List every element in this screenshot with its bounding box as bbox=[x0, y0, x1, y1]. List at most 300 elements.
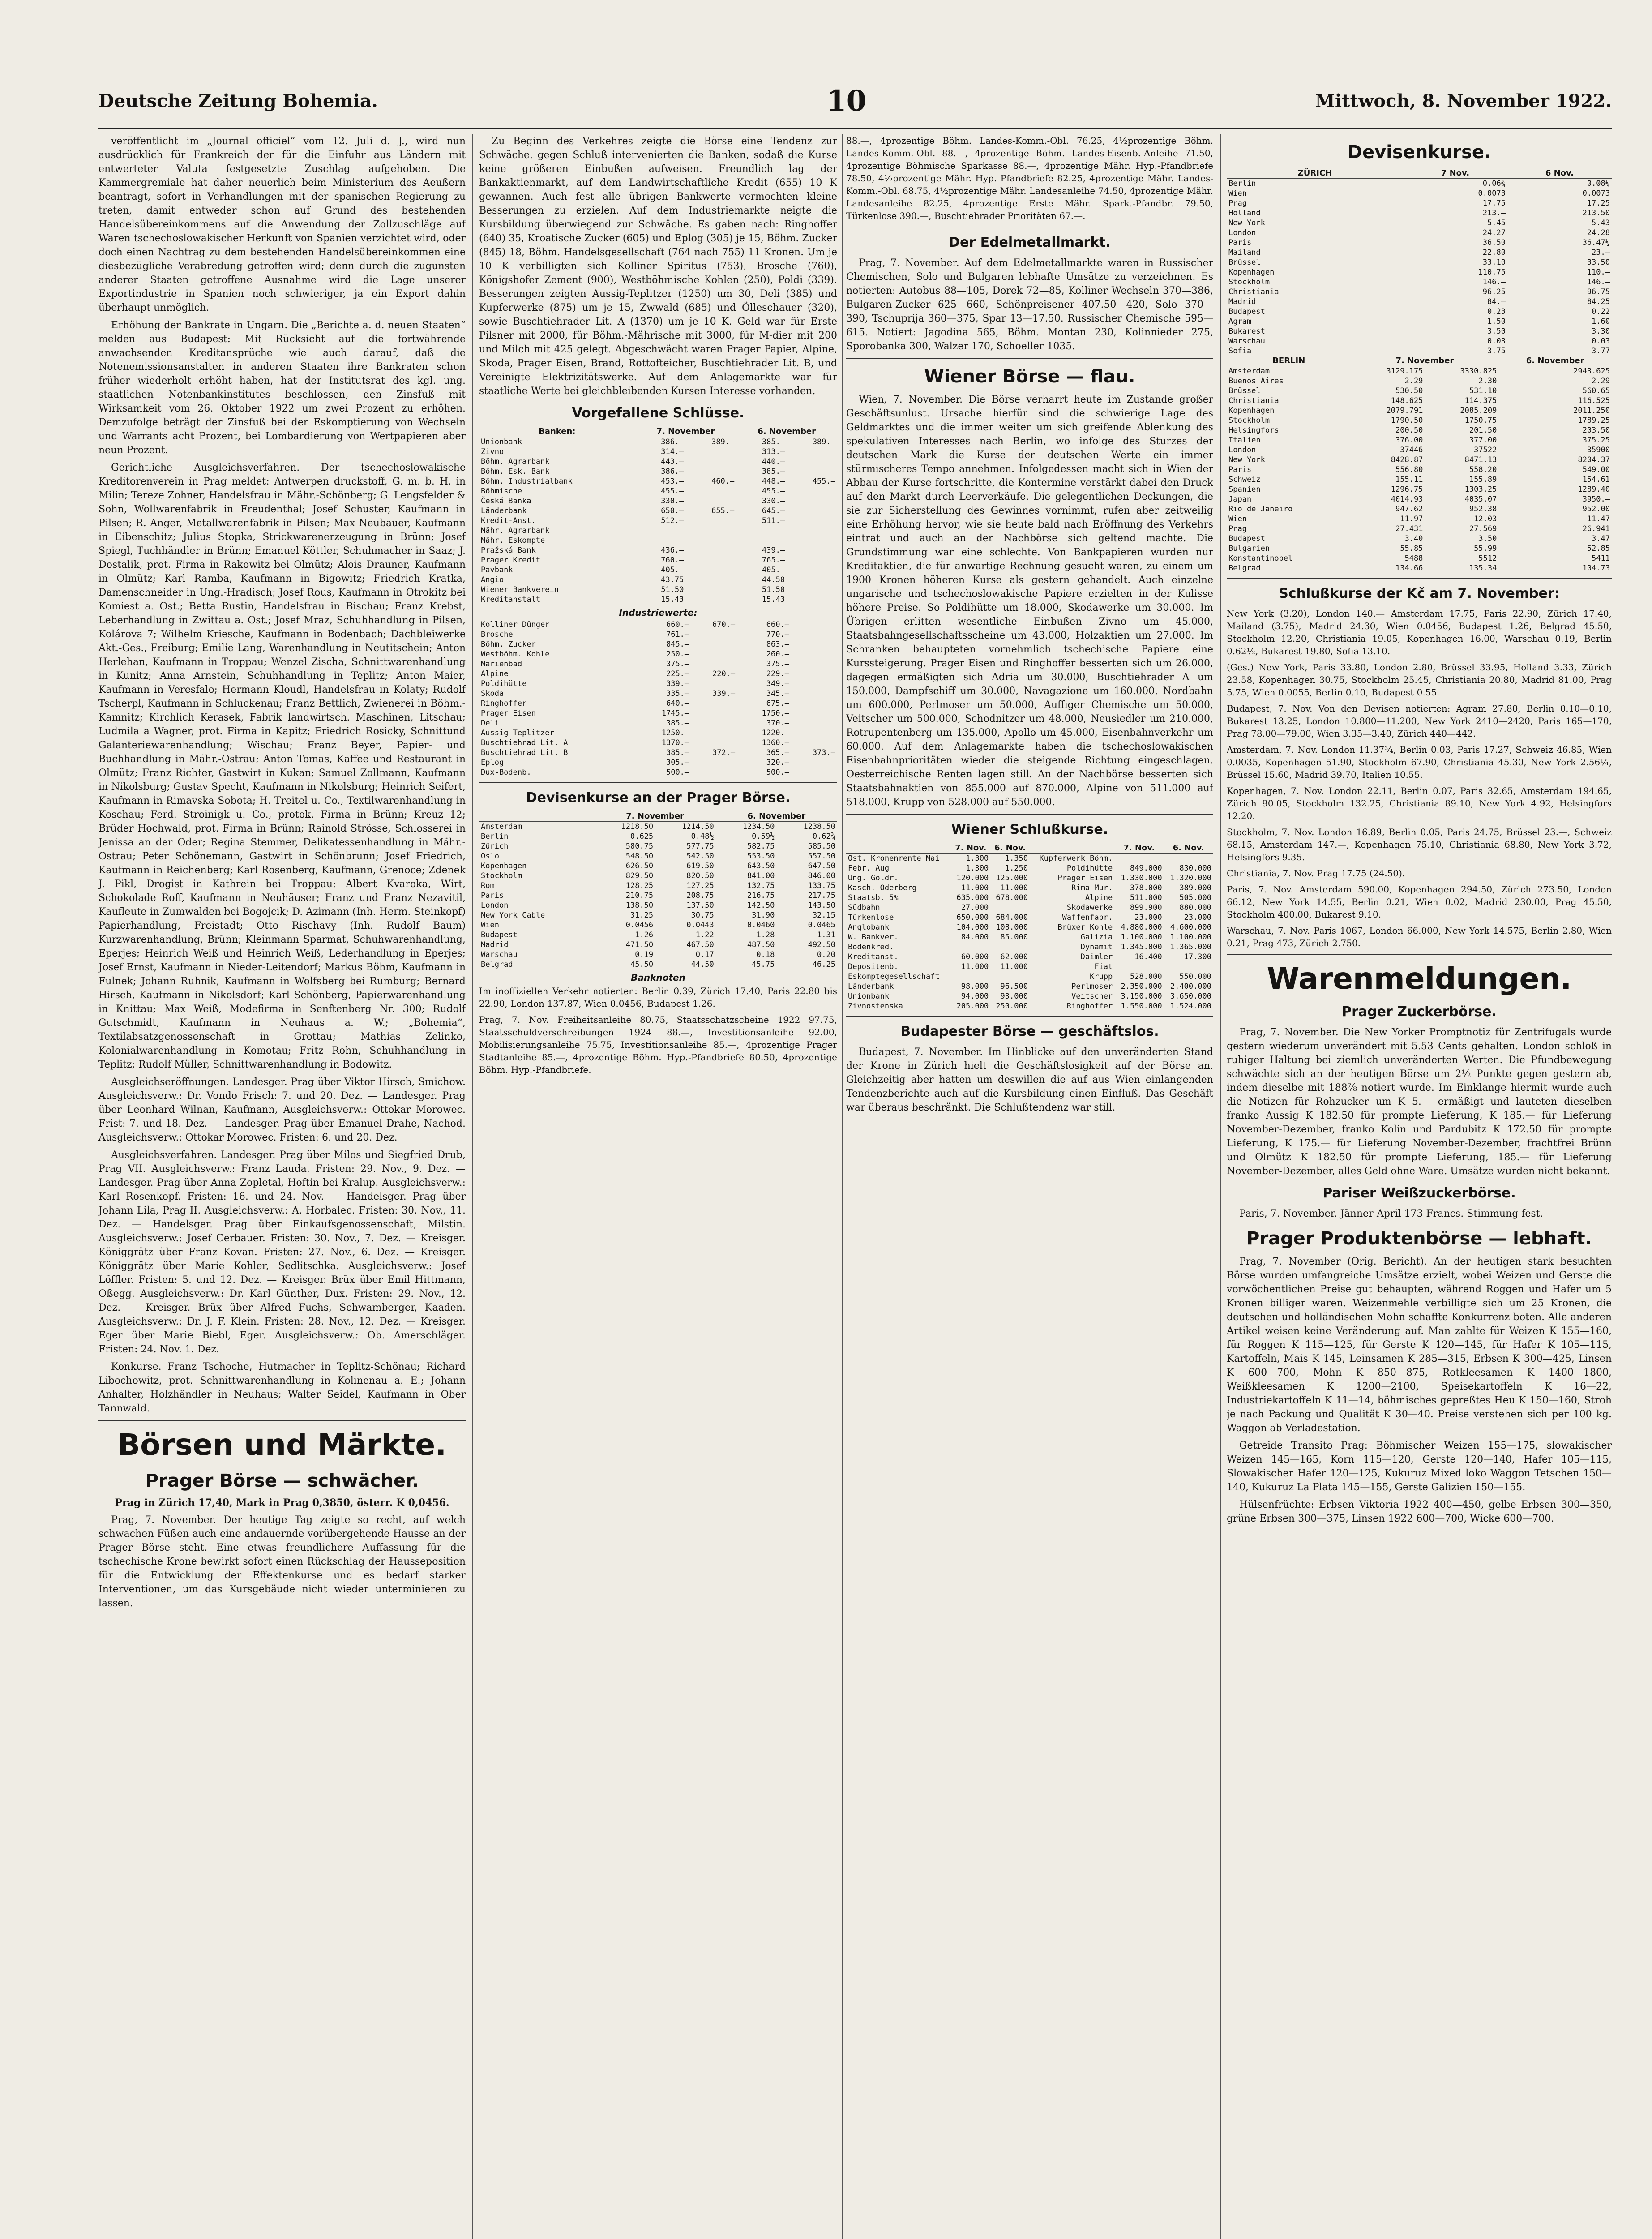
article-paragraph: Hülsenfrüchte: Erbsen Viktoria 1922 400—450, gelbe Erbsen 300—350, grüne Erbsen 300—375, Linsen 1922 600—700, Wicke 600—700. bbox=[1227, 1499, 1612, 1524]
table-cell: 250.000 bbox=[996, 1002, 1028, 1011]
article-paragraph: Zu Beginn des Verkehres zeigte die Börse eine Tendenz zur Schwäche, gegen Schluß intervenierten die Banken, sodaß die Kurse keine größeren Einbußen aufweisen. Freundlich lag der Bankaktienmarkt, auf dem Landwirtschaftliche Kredit (655) 10 K gewannen. Auch fest alle übrigen Bankwerte vermochten kleine Besserungen zu erzielen. Auf dem Industriemarkte neigte die Kursbildung überwiegend zur Schwäche. Es gaben nach: Ringhoffer (640) 35, Kroatische Zucker (605) und Eplog (305) je 15, Böhm. Zucker (845) 18, Böhm. Handelsgesellschaft (764 nach 755) 11 Kronen. Um je 10 K verbilligten sich Kolliner Spiritus (753), Brosche (760), Königshofer Zement (900), Westböhmische Kohlen (250), Poldi (339). Besserungen zeigten Aussig-Teplitzer (1250) um 30, Deli (385) und Kupferwerke (875) um je 15, Zwwald (685) und Ölleschauer (320), sowie Buschtiehrader Lit. A (1370) um je 10 K. Geld war für Erste Pilsner mit 2000, für Böhm.-Mährische mit 3000, für M-dier mit 200 und Milch mit 425 gelegt. Abgeschwächt waren Prager Papier, Alpine, Skoda, Prager Eisen, Brand, Rottofteicher, Buschtiehrader Lit. B, und Vereinigte Elektrizitätswerke. Auf dem Anlagemarkte war für staatliche Werte bei gleichbleibenden Kursen Interesse vorhanden. bbox=[479, 136, 837, 397]
table-cell: 4035.07 bbox=[1464, 495, 1497, 504]
table-cell: 60.000 bbox=[961, 952, 989, 961]
table-cell: 1370.— bbox=[661, 738, 689, 747]
row-label: Brüssel bbox=[1228, 258, 1261, 267]
table-cell: 650.— bbox=[661, 506, 684, 515]
table-row bbox=[1227, 455, 1612, 465]
table-cell: 200.50 bbox=[1395, 426, 1423, 435]
table-cell: 11.000 bbox=[1000, 962, 1028, 971]
table-cell: 138.50 bbox=[625, 901, 654, 910]
table-row bbox=[1227, 524, 1612, 534]
table-cell: 62.000 bbox=[1000, 952, 1028, 961]
table-cell: 143.50 bbox=[808, 901, 835, 910]
article-paragraph: Budapest, 7. November. Im Hinblicke auf den unveränderten Stand der Krone in Zürich hielt die Geschäftslosigkeit auf der Börse an. Gleichzeitig aber hatten um deswillen die auf aus Wien einlangenden Tendenzberichte auch auf die Kursbildung einen Einfluß. Das Geschäft war überaus beschränkt. Die Schlußtendenz war still. bbox=[846, 1047, 1213, 1113]
row-label: Unionbank bbox=[848, 992, 890, 1001]
article-paragraph: Getreide Transito Prag: Böhmischer Weizen 155—175, slowakischer Weizen 145—165, Korn 115—120, Gerste 120—140, Hafer 105—115, Slowakischer Hafer 120—125, Kukuruz Mixed loko Waggon Tetschen 150—140, Kukuruz La Plata 145—155, Gerste Galizien 150—155. bbox=[1227, 1440, 1612, 1493]
article-paragraph: Kopenhagen, 7. Nov. London 22.11, Berlin 0.07, Paris 32.65, Amsterdam 194.65, Zürich 90.05, Stockholm 132.25, Christiania 89.10, New York 4.92, Helsingfors 12.20. bbox=[1227, 785, 1612, 821]
table-cell: 585.50 bbox=[808, 842, 835, 851]
row-label: Zürich bbox=[481, 842, 509, 851]
table-row bbox=[846, 854, 1213, 864]
article-paragraph: New York (3.20), London 140.— Amsterdam 17.75, Paris 22.90, Zürich 17.40, Mailand (3.75), Madrid 24.30, Wien 0.0456, Budapest 1.26, Belgrad 45.50, Stockholm 12.20, Christiania 19.05, Kopenhagen 16.00, Warschau 0.19, Berlin 0.62½, Bukarest 19.80, Sofia 13.10. bbox=[1227, 608, 1612, 656]
table-cell: Skodawerke bbox=[1066, 903, 1113, 912]
table-cell: 17.75 bbox=[1482, 199, 1506, 208]
table-row bbox=[1227, 396, 1612, 406]
article-paragraph: Konkurse. Franz Tschoche, Hutmacher in Teplitz-Schönau; Richard Libochowitz, prot. Schnittwarenhandlung in Kolinenau a. E.; Johann Anhalter, Holzhändler in Neuhaus; Walter Seidel, Kaufmann in Ober Tannwald. bbox=[98, 1361, 466, 1414]
table-cell: 135.34 bbox=[1469, 564, 1497, 573]
row-label: New York bbox=[1228, 455, 1265, 464]
table-cell: 84.25 bbox=[1587, 297, 1610, 306]
table-cell bbox=[951, 942, 990, 952]
table-cell: 405.— bbox=[661, 566, 684, 575]
table-cell bbox=[691, 659, 737, 669]
article-paragraph: Paris, 7. Nov. Amsterdam 590.00, Kopenhagen 294.50, Zürich 273.50, London 66.12, New York 14.55, Berlin 0.21, Wien 0.02, Madrid 230.00, Prag 45.50, Stockholm 400.00, Bukarest 9.10. bbox=[1227, 884, 1612, 920]
table-row bbox=[479, 669, 837, 679]
table-header bbox=[846, 843, 951, 854]
table-row bbox=[846, 903, 1213, 913]
table-cell: 2.29 bbox=[1404, 377, 1423, 386]
table-row bbox=[479, 585, 837, 595]
table-cell: 952.38 bbox=[1469, 505, 1497, 514]
row-label: Eskomptegesellschaft bbox=[848, 972, 940, 981]
column-divider bbox=[472, 134, 473, 2239]
table-cell: 208.75 bbox=[686, 891, 714, 900]
row-label: Madrid bbox=[1228, 297, 1256, 306]
table-cell: 213.50 bbox=[1582, 209, 1610, 218]
table-cell: 386.— bbox=[661, 467, 684, 476]
table-cell bbox=[691, 738, 737, 748]
table-row bbox=[1227, 465, 1612, 475]
row-label: Kreditanstalt bbox=[481, 595, 541, 604]
table-cell bbox=[791, 649, 837, 659]
table-cell: 1.100.000 bbox=[1170, 933, 1211, 942]
table-header: 7. Nov. bbox=[951, 843, 990, 854]
table-cell: 385.— bbox=[762, 467, 785, 476]
row-label: Kredit-Anst. bbox=[481, 516, 536, 525]
table-row bbox=[1227, 307, 1612, 317]
table-cell bbox=[787, 575, 837, 585]
article-paragraph: Warschau, 7. Nov. Paris 1067, London 66.000, New York 14.575, Berlin 2.80, Wien 0.21, Prag 473, Zürich 2.750. bbox=[1227, 925, 1612, 948]
table-row bbox=[1227, 553, 1612, 563]
table-cell bbox=[791, 630, 837, 639]
page-number: 10 bbox=[826, 84, 867, 118]
table-cell: 155.89 bbox=[1469, 475, 1497, 484]
table-cell bbox=[691, 768, 737, 777]
table-cell bbox=[685, 585, 736, 595]
table-cell: 30.75 bbox=[691, 911, 714, 920]
table-row bbox=[846, 952, 1213, 962]
table-cell: 530.50 bbox=[1395, 386, 1423, 395]
table-row bbox=[479, 575, 837, 585]
table-cell: 225.— bbox=[666, 669, 689, 678]
table-row bbox=[479, 555, 837, 565]
table-cell: Poldihütte bbox=[1066, 864, 1113, 873]
table-cell: 542.50 bbox=[686, 852, 714, 861]
table-cell bbox=[791, 718, 837, 728]
table-cell: 846.00 bbox=[808, 871, 835, 880]
table-cell: 55.85 bbox=[1400, 544, 1423, 553]
table-row bbox=[1227, 504, 1612, 514]
table-cell: 375.— bbox=[766, 660, 789, 669]
table-cell bbox=[791, 620, 837, 630]
table-cell: 5.43 bbox=[1592, 219, 1610, 227]
row-label: Südbahn bbox=[848, 903, 880, 912]
masthead bbox=[98, 81, 1612, 121]
row-label: Konstantinopel bbox=[1228, 554, 1293, 563]
table-cell: 335.— bbox=[666, 689, 689, 698]
table-cell: 339.— bbox=[666, 679, 689, 688]
table-cell: 365.— bbox=[766, 748, 789, 757]
row-label: Unionbank bbox=[481, 438, 522, 446]
table-cell bbox=[685, 536, 736, 545]
row-label: Öst. Kronenrente Mai bbox=[848, 854, 940, 863]
table-cell: 650.000 bbox=[956, 913, 989, 922]
table-row bbox=[1227, 238, 1612, 248]
article-headline: Prager Börse — schwächer. bbox=[145, 1471, 419, 1491]
table-cell bbox=[791, 659, 837, 669]
table-cell bbox=[787, 536, 837, 545]
table-header: Banken: bbox=[479, 427, 635, 437]
table-header: 6. November bbox=[736, 427, 837, 437]
table-cell bbox=[791, 639, 837, 649]
row-label: Bukarest bbox=[1228, 327, 1265, 336]
issue-date: Mittwoch, 8. November 1922. bbox=[1315, 90, 1612, 112]
table-cell bbox=[691, 649, 737, 659]
table-cell: Veitscher bbox=[1071, 992, 1113, 1001]
table-cell: 116.525 bbox=[1578, 396, 1610, 405]
table-row bbox=[1227, 386, 1612, 396]
article-paragraph: Prag, 7. November (Orig. Bericht). An der heutigen stark besuchten Börse wurden umfangreiche Umsätze erzielt, wobei Weizen und Gerste die vorwöchentlichen Preise gut behaupten, während Roggen und Hafer um 5 Kronen billiger waren. Weizenmehle verbilligte sich um 25 Kronen, die deutschen und holländischen Mohn schaffte Konkurrenz boten. Alle anderen Artikel weisen keine Veränderung auf. Man zahlte für Weizen K 155—160, für Roggen K 115—125, für Gerste K 120—145, für Hafer K 105—115, Kartoffeln, Mais K 145, Leinsamen K 285—315, Erbsen K 300—425, Linsen K 600—700, Mohn K 850—875, Rotkleesamen K 1400—1800, Weißkleesamen K 1200—2100, Speisekartoffeln K 16—22, Industriekartoffeln K 11—14, böhmisches gepreßtes Heu K 150—160, Stroh je nach Packung und Qualität K 30—40. Preise verstehen sich per 100 kg. Waggon ab Verladestation. bbox=[1227, 1256, 1612, 1434]
table-cell: 2011.250 bbox=[1573, 406, 1610, 415]
table-cell bbox=[1114, 962, 1164, 972]
table-cell: 647.50 bbox=[808, 862, 835, 871]
table-cell: 146.— bbox=[1587, 278, 1610, 287]
table-cell: 863.— bbox=[766, 640, 789, 649]
article-paragraph: Paris, 7. November. Jänner-April 173 Francs. Stimmung fest. bbox=[1239, 1208, 1543, 1219]
table-cell bbox=[791, 679, 837, 689]
table-row bbox=[479, 565, 837, 575]
table-cell: 11.47 bbox=[1587, 515, 1610, 523]
table-cell: 98.000 bbox=[961, 982, 989, 991]
row-label: Ung. Goldr. bbox=[848, 874, 899, 883]
article-paragraph: Ausgleichsverfahren. Landesger. Prag über Milos und Siegfried Drub, Prag VII. Ausgleichsverw.: Franz Lauda. Fristen: 29. Nov., 9. Dez. — Landesger. Prag über Anna Zopletal, Hoftin bei Kralup. Ausgleichsverw.: Karl Rosenkopf. Fristen: 16. und 24. Nov. — Handelsger. Prag über Johann Lila, Prag II. Ausgleichsverw.: A. Horbalec. Fristen: 30. Nov., 11. Dez. — Handelsger. Prag über Einkaufsgenossenschaft, Milstin. Ausgleichsverw.: Josef Cerbauer. Fristen: 30. Nov., 7. Dez. — Kreisger. Königgrätz über Franz Kovan. Fristen: 27. Nov., 6. Dez. — Kreisger. Königgrätz über Marie Kohler, Sedlitschka. Ausgleichsverw.: Josef Löffler. Fristen: 5. und 12. Dez. — Kreisger. Brüx über Emil Hittmann, Oßegg. Ausgleichsverw.: Dr. Karl Günther, Dux. Fristen: 29. Nov., 12. Dez. — Kreisger. Brüx über Alfred Fuchs, Schwamberger, Kaaden. Ausgleichsverw.: Dr. J. F. Klein. Fristen: 28. Nov., 12. Dez. — Kreisger. Eger über Marie Biebl, Eger. Ausgleichsverw.: Ob. Amerschläger. Fristen: 24. Nov. 1. Dez. bbox=[98, 1150, 466, 1355]
row-label: Türkenlose bbox=[848, 913, 894, 922]
row-label: Kopenhagen bbox=[1228, 406, 1275, 415]
table-cell bbox=[791, 708, 837, 718]
table-cell: 761.— bbox=[666, 630, 689, 639]
table-cell: 765.— bbox=[762, 556, 785, 565]
table-cell: 558.20 bbox=[1469, 465, 1497, 474]
table-cell bbox=[791, 758, 837, 768]
table-cell: 2943.625 bbox=[1573, 367, 1610, 376]
table-cell bbox=[691, 758, 737, 768]
row-label: Staatsb. 5% bbox=[848, 893, 899, 902]
section-headline: Warenmeldungen. bbox=[1267, 961, 1572, 996]
table-cell: 1.250 bbox=[1005, 864, 1028, 873]
table-header: ZÜRICH bbox=[1227, 168, 1403, 179]
table-header: 6. Nov. bbox=[990, 843, 1030, 854]
table-cell: 134.66 bbox=[1395, 564, 1423, 573]
table-cell: 0.48½ bbox=[691, 832, 714, 841]
table-cell: 1.31 bbox=[817, 931, 835, 939]
row-label: Christiania bbox=[1228, 287, 1279, 296]
table-cell bbox=[990, 972, 1030, 982]
table-cell bbox=[685, 516, 736, 526]
article-headline: Wiener Börse — flau. bbox=[924, 366, 1135, 387]
row-label: Länderbank bbox=[481, 506, 527, 515]
table-cell bbox=[691, 639, 737, 649]
table-cell bbox=[685, 526, 736, 536]
table-cell: 845.— bbox=[666, 640, 689, 649]
table-cell: 330.— bbox=[661, 497, 684, 506]
table-cell bbox=[635, 526, 686, 536]
table-cell bbox=[951, 972, 990, 982]
table-row bbox=[1227, 563, 1612, 573]
table-row bbox=[1227, 208, 1612, 218]
table-cell bbox=[691, 718, 737, 728]
table-cell: 443.— bbox=[661, 457, 684, 466]
table-row bbox=[846, 972, 1213, 982]
table-cell: 760.— bbox=[661, 556, 684, 565]
row-label: Rio de Janeiro bbox=[1228, 505, 1293, 514]
table-row bbox=[479, 437, 837, 447]
section-rule bbox=[1227, 954, 1612, 955]
table-cell: 849.000 bbox=[1130, 864, 1162, 873]
table-cell: 26.941 bbox=[1582, 524, 1610, 533]
table-cell: 3330.825 bbox=[1460, 367, 1497, 376]
row-label: Warschau bbox=[481, 950, 518, 959]
table-cell: 1750.— bbox=[762, 709, 789, 718]
table-cell: 0.08¼ bbox=[1587, 179, 1610, 188]
table-cell bbox=[635, 536, 686, 545]
table-header: BERLIN bbox=[1227, 356, 1351, 366]
table-cell: 31.25 bbox=[630, 911, 654, 920]
table-cell: 4014.93 bbox=[1391, 495, 1423, 504]
table-cell: 110.75 bbox=[1478, 268, 1506, 277]
berlin-table bbox=[1227, 356, 1612, 573]
table-cell: 35900 bbox=[1587, 446, 1610, 455]
table-row bbox=[479, 620, 837, 630]
column-1 bbox=[98, 134, 466, 2239]
article-paragraph: veröffentlicht im „Journal officiel“ vom 12. Juli d. J., wird nun ausdrücklich für Frankreich der für die Einfuhr aus Ländern mit entwerteter Valuta festgesetzte Zuschlag aufgehoben. Die Kammergremiale hat daher neuerlich beim Ministerium des Aeußern beantragt, sofort in Verhandlungen mit der spanischen Regierung zu treten, damit entweder schon auf Grund des bestehenden Handelsübereinkommens auf die Anwendung der Zollzuschläge auf Waren tschechoslowakischer Herkunft von Spanien verzichtet wird, oder doch einen Nachtrag zu dem bestehenden Handelsübereinkommen eine diesbezügliche Verabredung getroffen wird; denn durch die zugunsten anderer Staaten getroffene Ausnahme wird die Lage unserer Exportindustrie in Spanien noch schwieriger, ja ein Export dahin überhaupt unmöglich. bbox=[98, 136, 466, 313]
table-cell bbox=[791, 768, 837, 777]
row-label: Česká Banka bbox=[481, 497, 531, 506]
table-cell: 560.65 bbox=[1582, 386, 1610, 395]
table-cell: 120.000 bbox=[956, 874, 989, 883]
article-paragraph: Prag, 7. Nov. Freiheitsanleihe 80.75, Staatsschatzscheine 1922 97.75, Staatsschuldverschreibungen 1924 88.—, Investitionsanleihe 92.00, Mobilisierungsanleihe 75.75, Investitionsanleihe 85.—, 4prozentige Prager Stadtanleihe 85.—, 4prozentige Böhm. Hyp.-Pfandbriefe 80.50, 4prozentige Böhm. Hyp.-Pfandbriefe. bbox=[479, 1014, 837, 1075]
table-cell: 3.50 bbox=[1487, 327, 1506, 336]
section-rule bbox=[98, 1420, 466, 1421]
row-label: Anglobank bbox=[848, 923, 890, 932]
table-cell: 84.— bbox=[1487, 297, 1506, 306]
table-cell: 314.— bbox=[661, 447, 684, 456]
table-cell: 375.25 bbox=[1582, 436, 1610, 445]
row-label: Westböhm. Kohle bbox=[481, 650, 550, 659]
section-rule bbox=[846, 358, 1213, 359]
table-cell: 405.— bbox=[762, 566, 785, 575]
table-row bbox=[1227, 326, 1612, 336]
table-cell: 305.— bbox=[666, 758, 689, 767]
table-cell: 45.75 bbox=[752, 960, 775, 969]
table-cell: 2.30 bbox=[1478, 377, 1497, 386]
table-cell bbox=[791, 669, 837, 679]
table-cell: 22.80 bbox=[1482, 248, 1506, 257]
row-label: Stockholm bbox=[481, 871, 522, 880]
row-label: Belgrad bbox=[1228, 564, 1261, 573]
table-cell: Brüxer Kohle bbox=[1057, 923, 1113, 932]
table-cell: 133.75 bbox=[808, 881, 835, 890]
table-cell: 349.— bbox=[766, 679, 789, 688]
table-cell: 377.00 bbox=[1469, 436, 1497, 445]
table-row bbox=[1227, 179, 1612, 189]
table-row bbox=[479, 649, 837, 659]
table-cell: 1789.25 bbox=[1578, 416, 1610, 425]
table-cell bbox=[691, 708, 737, 718]
table-row bbox=[479, 699, 837, 708]
table-cell: Waffenfabr. bbox=[1062, 913, 1113, 922]
table-row bbox=[479, 467, 837, 476]
table-cell bbox=[787, 555, 837, 565]
table-cell: 370.— bbox=[766, 719, 789, 728]
table-cell: 33.50 bbox=[1587, 258, 1610, 267]
table-cell: 1360.— bbox=[762, 738, 789, 747]
table-cell: 15.43 bbox=[661, 595, 684, 604]
table-cell: 0.0443 bbox=[686, 921, 714, 930]
table-row bbox=[1227, 336, 1612, 346]
table-row bbox=[479, 768, 837, 777]
row-label: Bodenkred. bbox=[848, 943, 894, 952]
section-rule bbox=[1227, 578, 1612, 579]
table-cell: 448.— bbox=[762, 477, 785, 486]
table-cell bbox=[791, 738, 837, 748]
table-cell: 635.000 bbox=[956, 893, 989, 902]
article-headline: Schlußkurse der Kč am 7. November: bbox=[1279, 586, 1560, 601]
table-cell: 372.— bbox=[712, 748, 736, 757]
row-label: Warschau bbox=[1228, 337, 1265, 346]
article-paragraph: Prag, 7. November. Die New Yorker Promptnotiz für Zentrifugals wurde gestern wiederum unverändert mit 5.53 Cents gehalten. London schloß in ruhiger Haltung bei ziemlich unveränderten Werten. Die Pfundbewegung schwächte sich an der heutigen Börse um 2½ Punkte gegen gestern ab, indem dieselbe mit 188⅞ notiert wurde. Im Einklange hiermit wurde auch die Notizen für Rohzucker um K 5.— ermäßigt und lauteten dieselben franko Aussig K 182.50 für prompte Lieferung, K 185.— für Lieferung November-Dezember, franko Kolin und Pardubitz K 172.50 für prompte Lieferung, K 175.— für Lieferung November-Dezember, frachtfrei Brünn und Olmütz K 182.50 für prompte Lieferung, 185.— für Lieferung November-Dezember, alles Geld ohne Ware. Umsätze wurden nicht bekannt. bbox=[1227, 1027, 1612, 1177]
table-cell: 85.000 bbox=[1000, 933, 1028, 942]
row-label: Kreditanst. bbox=[848, 952, 899, 961]
table-cell: 8471.13 bbox=[1464, 455, 1497, 464]
table-row bbox=[479, 822, 837, 832]
table-cell: 1750.75 bbox=[1464, 416, 1497, 425]
table-cell: 4.880.000 bbox=[1121, 923, 1162, 932]
article-paragraph: Amsterdam, 7. Nov. London 11.37¾, Berlin 0.03, Paris 17.27, Schweiz 46.85, Wien 0.0035, Kopenhagen 51.90, Stockholm 67.90, Christiania 45.30, New York 2.56¼, Brüssel 15.60, Madrid 39.70, Italien 10.55. bbox=[1227, 744, 1612, 780]
table-row bbox=[479, 486, 837, 496]
table-cell: Rima-Mur. bbox=[1071, 884, 1113, 892]
table-cell: 154.61 bbox=[1582, 475, 1610, 484]
table-cell: 453.— bbox=[661, 477, 684, 486]
table-cell: 142.50 bbox=[747, 901, 775, 910]
table-cell: 1.345.000 bbox=[1121, 943, 1162, 952]
table-cell: 376.00 bbox=[1395, 436, 1423, 445]
table-cell: 0.19 bbox=[635, 950, 654, 959]
table-row bbox=[479, 679, 837, 689]
table-cell: 660.— bbox=[766, 620, 789, 629]
table-cell bbox=[1164, 962, 1213, 972]
row-label: Paris bbox=[1228, 238, 1252, 247]
row-label: Febr. Aug bbox=[848, 864, 890, 873]
table-cell: 460.— bbox=[711, 477, 735, 486]
table-cell: 487.50 bbox=[747, 940, 775, 949]
table-cell: 553.50 bbox=[747, 852, 775, 861]
table-cell: 830.000 bbox=[1179, 864, 1211, 873]
table-row bbox=[479, 851, 837, 861]
column-2 bbox=[479, 134, 837, 2239]
table-cell: 1234.50 bbox=[742, 822, 775, 831]
table-cell: 0.0073 bbox=[1582, 189, 1610, 198]
table-cell: 3.47 bbox=[1592, 534, 1610, 543]
row-label: Pavbank bbox=[481, 566, 513, 575]
table-cell: 0.23 bbox=[1487, 307, 1506, 316]
table-cell bbox=[787, 486, 837, 496]
table-cell bbox=[787, 467, 837, 476]
table-cell: 23.— bbox=[1592, 248, 1610, 257]
table-cell: 44.50 bbox=[691, 960, 714, 969]
table-cell: 1.300 bbox=[966, 854, 989, 863]
table-row bbox=[1227, 435, 1612, 445]
table-cell: 820.50 bbox=[686, 871, 714, 880]
article-paragraph: Wien, 7. November. Die Börse verharrt heute im Zustande großer Geschäftsunlust. Ursache hierfür sind die schwierige Lage des Geldmarktes und die immer weiter um sich greifende Ablenkung des spekulativen Interesses nach Berlin, wo infolge des Sturzes der deutschen Mark die Kurse der deutschen Werte ein immer stürmischeres Tempo annehmen. Infolgedessen macht sich in Wien der Abbau der Kurse fortschritte, die Kontermine verstärkt dabei den Druck auf den Markt durch Leerverkäufe. Die gelegentlichen Deckungen, die sie zur Sicherstellung des Gewinnes vornimmt, rufen aber zeitweilig eine Erhöhung hervor, wie sie heute bald nach Eröffnung des Verkehrs eintrat und auch an der Nachbörse sich geltend machte. Die Grundstimmung war eine schlechte. Von Bankpapieren wurden nur Kreditaktien, die für anwartige Rechnung gesucht waren, zu einem um 1900 Kronen höheren Kurse als gestern gehandelt. Auch einzelne ungarische und tschechoslowakische Papiere erzielten in der Kulisse höhere Preise. So Poldihütte um 18.000, Skodawerke um 30.000. Im Übrigen erlitten wesentliche Einbußen Zivno um 45.000, Staatsbahngesellschaftsscheine um 43.000, Holzaktien um 27.000. Im Schranken behaupteten vornehmlich tschechische Papiere eine Kurssteigerung. Prager Eisen und Ringhoffer besserten sich um 26.000, dagegen ermäßigten sich Adria um 30.000, Buschtiehrader A um 150.000, Dampfschiff um 30.000, Navagazione um 160.000, Nordbahn um 600.000, Perlmoser um 50.000, Auffiger Chemische um 50.000, Veitscher um 500.000, Schodnitzer um 48.000, Neusiedler um 210.000, Rotrupentenberg um 135.000, Apollo um 45.000, Eisenbahnverkehr um 60.000. Auf dem Anlagemarkte haben die tschechoslowakischen Eisenbahnprioritäten wieder die steigende Richtung eingeschlagen. Oesterreichische Renten lagen still. An der Nachbörse besserten sich Staatsbahnaktien von 855.000 auf 870.000, Alpine von 511.000 auf 518.000, Krupp von 528.000 auf 550.000. bbox=[846, 394, 1213, 808]
table-row bbox=[1227, 346, 1612, 356]
table-cell bbox=[787, 595, 837, 605]
table-cell: 1.60 bbox=[1592, 317, 1610, 326]
table-cell: 250.— bbox=[666, 650, 689, 659]
table-cell: 55.99 bbox=[1474, 544, 1497, 553]
table-cell: 670.— bbox=[712, 620, 736, 629]
table-cell bbox=[685, 565, 736, 575]
table-cell: 952.00 bbox=[1582, 505, 1610, 514]
table-row bbox=[479, 748, 837, 758]
table-cell: 505.000 bbox=[1179, 893, 1211, 902]
table-cell: 389.000 bbox=[1179, 884, 1211, 892]
table-row bbox=[479, 639, 837, 649]
row-label: Alpine bbox=[481, 669, 509, 678]
table-row bbox=[479, 526, 837, 536]
row-label: Buenos Aires bbox=[1228, 377, 1284, 386]
table-cell: 577.75 bbox=[686, 842, 714, 851]
table-cell: 455.— bbox=[812, 477, 835, 486]
table-cell: 500.— bbox=[766, 768, 789, 777]
row-label: Agram bbox=[1228, 317, 1252, 326]
table-cell: 643.50 bbox=[747, 862, 775, 871]
table-row bbox=[479, 689, 837, 699]
row-label: Kopenhagen bbox=[481, 862, 527, 871]
row-label: Madrid bbox=[481, 940, 509, 949]
table-cell: 33.10 bbox=[1482, 258, 1506, 267]
table-cell: 492.50 bbox=[808, 940, 835, 949]
table-cell: 1.365.000 bbox=[1170, 943, 1211, 952]
row-label: Prager Kredit bbox=[481, 556, 541, 565]
table-cell: 880.000 bbox=[1179, 903, 1211, 912]
table-row bbox=[1227, 257, 1612, 267]
article-headline: Prager Zuckerbörse. bbox=[1342, 1004, 1497, 1020]
table-cell: 0.59½ bbox=[752, 832, 775, 841]
table-cell bbox=[685, 486, 736, 496]
table-cell: 619.50 bbox=[686, 862, 714, 871]
table-row bbox=[1227, 544, 1612, 553]
table-cell: 2.29 bbox=[1592, 377, 1610, 386]
article-paragraph: Gerichtliche Ausgleichsverfahren. Der tschechoslowakische Kreditorenverein in Prag meldet: Antwerpen druckstoff, G. m. b. H. in Milin; Tereze Zohner, Handelsfrau in Mähr.-Schönberg; G. Lengsfelder & Sohn, Wollwarenfabrik in Freudenthal; Josef Schuster, Kaufmann in Pilsen; R. Anger, Metallwarenfabrik in Pilsen; Max Neubauer, Kaufmann in Eibenschitz; Julius Stopka, Strickwarenerzeugung in Brünn; Josef Spiegl, Tuchhändler in Brünn; Emanuel Köttler, Schuhmacher in Saaz; J. Dostalik, prot. Firma in Rakowitz bei Olmütz; Alois Drauner, Kaufmann in Olmütz; Karl Ramba, Kaufmann in Bigowitz; Friedrich Kratka, Damenschneider in Ung.-Hradisch; Josef Rous, Kaufmann in Otrokitz bei Komiest a. Ost.; Betta Rustin, Handelsfrau in Bischau; Franz Krebst, Leberhandlung in Zwittau a. Ost.; Josef Mraz, Schuhhandlung in Pilsen, Kolárova 7; Wilhelm Kriesche, Kaufmann in Bodenbach; Dachbleiwerke Akt.-Ges., Freiburg; Emilie Lang, Warenhandlung in Neutitschein; Anton Herlehan, Kaufmann in Troppau; Wenzel Zischa, Schnittwarenhandlung in Kunitz; Anna Arnstein, Schuhhandlung in Teplitz; Anton Maier, Kaufmann in Veresfalo; Hermann Kloudl, Handelsfrau in Kolaty; Rudolf Tscherpl, Kaufmann in Schluckenau; Franz Bettlich, Zwienerei in Böhm.-Kamnitz; Kirchlich Kerasek, Fabrik landwirtsch. Maschinen, Litschau; Ludmila a Wagner, prot. Firma in Kapitz; Friedrich Rosicky, Schnittund Galanteriewarenhandlung; Wischau; Franz Beyer, Papier- und Buchhandlung in Mähr.-Ostrau; Anton Tomas, Kaffee und Restaurant in Olmütz; Franz Richter, Gastwirt in Kukan; Samuel Zollmann, Kaufmann in Nikolsburg; Gustav Specht, Kaufmann in Nikolsburg; Heinrich Seifert, Kaufmann in Rimavska Sobota; H. Treitel u. Co., Textilwarenhandlung in Koschau; Ferd. Stroinigk u. Co., protok. Firma in Brünn; Kreuz 12; Brüder Hochwald, prot. Firma in Brünn; Rainold Strösse, Schlosserei in Jenissa an der Oder; Regina Stemmer, Delikatessenhandlung in Mähr.-Ostrau; Peter Schönemann, Gastwirt in Schönbrunn; Josef Friedrich, Kaufmann in Reichenberg; Karl Rosenberg, Kaufmann, Grenoce; Zdenek J. Pikl, Drogist in Kathrein bei Troppau; Albert Kvaroka, Wirt, Schokolade Roff, Kaufmann in Neuhäuser; Franz und Franz Nezavitil, Kaufleute in Zumwalden bei Bogojcik; D. Azimann (Inh. Herm. Steinkopf) Papierhandlung, Freistadt; Otto Rischavy (Inh. Rudolf Baum) Kurzwarenhandlung, Brünn; Kleinmann Sparmat, Schuhwarenhandlung, Eperjes; Heinrich Weiß und Heinrich Weiß, Lederhandlung in Eperjes; Josef Ernst, Kaufmann in Nieder-Leitendorf; Markus Böhm, Kaufmann in Fulnek; Johann Ruhnik, Kaufmann in Wolfsberg bei Rumburg; Bernard Hirsch, Kaufmann in Nikolsdorf; Karl Schönberg, Papierwarenhandlung in Knittau; Max Weiß, Modefirma in Senftenberg Nr. 300; Rudolf Gutschmidt, Kaufmann in Neuhaus a. W.; „Bohemia“, Textilabsatzgenossenschaft in Grottau; Mathias Zelinko, Kolonialwarenhandlung in Komotau; Fritz Rohn, Schuhhandlung in Teplitz; Rudolf Müller, Schnittwarenhandlung in Bodowitz. bbox=[98, 462, 466, 1070]
row-label: Rom bbox=[481, 881, 495, 890]
row-label: Brosche bbox=[481, 630, 513, 639]
table-cell: 684.000 bbox=[996, 913, 1028, 922]
table-cell: 96.75 bbox=[1587, 287, 1610, 296]
table-title: Devisenkurse an der Prager Börse. bbox=[526, 790, 791, 806]
row-label: Oslo bbox=[481, 852, 499, 861]
table-cell bbox=[685, 447, 736, 457]
table-row bbox=[479, 718, 837, 728]
